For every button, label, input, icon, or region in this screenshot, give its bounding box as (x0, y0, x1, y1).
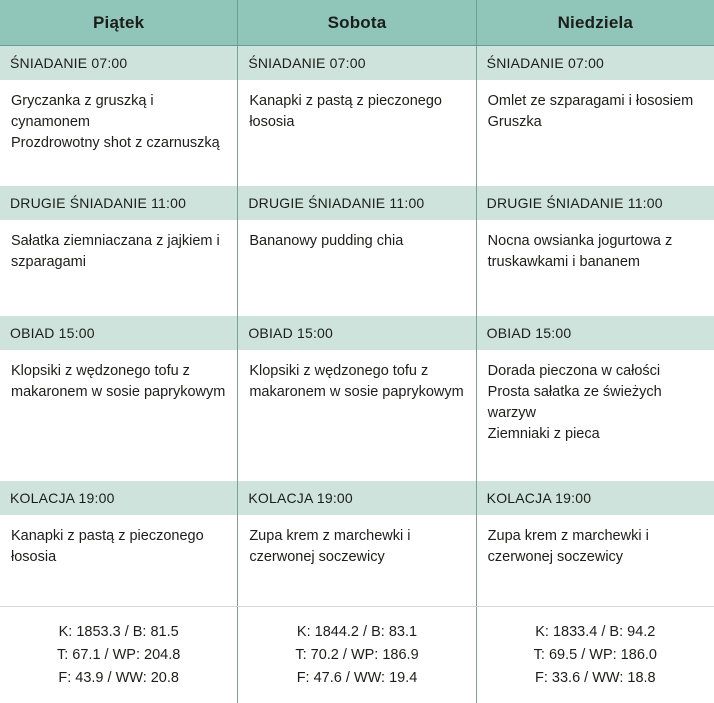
meal-items-dinner (477, 515, 714, 603)
totals-line: T: 70.2 / WP: 186.9 (295, 647, 419, 663)
meal-items-second-breakfast (238, 220, 475, 316)
meal-title-dinner: KOLACJA 19:00 (238, 481, 475, 515)
meal-item: Prosta sałatka ze świeżych warzyw (487, 384, 662, 421)
meal-title-breakfast: ŚNIADANIE 07:00 (477, 46, 714, 80)
meal-title-second-breakfast: DRUGIE ŚNIADANIE 11:00 (0, 186, 237, 220)
day-header-saturday (238, 0, 476, 45)
totals-line: K: 1853.3 / B: 81.5 (58, 624, 179, 640)
meal-item: Nocna owsianka jogurtowa z truskawkami i bananem (487, 233, 673, 270)
meal-item: Bananowy pudding chia (249, 233, 404, 249)
meal-item: Dorada pieczona w całości (487, 363, 661, 379)
meal-block-breakfast (477, 46, 714, 186)
meal-block-dinner (477, 481, 714, 603)
day-column-friday (0, 46, 238, 606)
totals-line: T: 69.5 / WP: 186.0 (533, 647, 657, 663)
day-header-friday (0, 0, 238, 45)
meal-title-second-breakfast: DRUGIE ŚNIADANIE 11:00 (477, 186, 714, 220)
meal-block-second-breakfast (477, 186, 714, 316)
meal-item: Kanapki z pastą z pieczonego łososia (249, 93, 442, 130)
meal-block-breakfast (238, 46, 475, 186)
meal-item: Zupa krem z marchewki i czerwonej soczewicy (249, 528, 411, 565)
meal-items-lunch (477, 350, 714, 481)
meal-item: Kanapki z pastą z pieczonego łososia (11, 528, 204, 565)
totals-line: F: 47.6 / WW: 19.4 (296, 670, 418, 686)
meal-item: Zupa krem z marchewki i czerwonej soczewicy (487, 528, 649, 565)
meal-items-second-breakfast (477, 220, 714, 316)
daily-totals-sunday (477, 607, 714, 703)
meal-title-lunch: OBIAD 15:00 (238, 316, 475, 350)
meal-item: Ziemniaki z pieca (487, 426, 600, 442)
totals-line: K: 1844.2 / B: 83.1 (296, 624, 418, 640)
meal-block-lunch (477, 316, 714, 481)
totals-line: K: 1833.4 / B: 94.2 (535, 624, 656, 640)
meal-title-dinner: KOLACJA 19:00 (0, 481, 237, 515)
day-name-label: Niedziela (557, 12, 634, 32)
meal-title-second-breakfast: DRUGIE ŚNIADANIE 11:00 (238, 186, 475, 220)
totals-line: F: 43.9 / WW: 20.8 (58, 670, 179, 686)
meal-title-dinner: KOLACJA 19:00 (477, 481, 714, 515)
meal-item: Gruszka (487, 114, 542, 130)
meal-items-breakfast (477, 80, 714, 186)
meal-item: Klopsiki z wędzonego tofu z makaronem w sosie paprykowym (11, 363, 226, 400)
meal-title-lunch: OBIAD 15:00 (477, 316, 714, 350)
meals-body (0, 46, 714, 606)
totals-line: T: 67.1 / WP: 204.8 (57, 647, 181, 663)
meal-block-second-breakfast (238, 186, 475, 316)
meal-items-lunch (0, 350, 237, 481)
day-header-sunday (477, 0, 714, 45)
meal-title-breakfast: ŚNIADANIE 07:00 (0, 46, 237, 80)
daily-totals-row (0, 606, 714, 703)
meal-item: Sałatka ziemniaczana z jajkiem i szparagami (11, 233, 220, 270)
meal-item: Gryczanka z gruszką i cynamonem (11, 93, 154, 130)
meal-items-breakfast (0, 80, 237, 186)
meal-block-lunch (238, 316, 475, 481)
meal-block-dinner (0, 481, 237, 603)
meal-block-second-breakfast (0, 186, 237, 316)
day-header-row (0, 0, 714, 46)
meal-title-breakfast: ŚNIADANIE 07:00 (238, 46, 475, 80)
meal-items-breakfast (238, 80, 475, 186)
meal-items-dinner (0, 515, 237, 603)
day-name-label: Piątek (93, 12, 145, 32)
meal-title-lunch: OBIAD 15:00 (0, 316, 237, 350)
meal-item: Omlet ze szparagami i łososiem (487, 93, 694, 109)
daily-totals-friday (0, 607, 238, 703)
meal-items-dinner (238, 515, 475, 603)
daily-totals-saturday (238, 607, 476, 703)
meal-items-lunch (238, 350, 475, 481)
meal-block-breakfast (0, 46, 237, 186)
day-name-label: Sobota (327, 12, 387, 32)
day-column-saturday (238, 46, 476, 606)
meal-block-dinner (238, 481, 475, 603)
day-column-sunday (477, 46, 714, 606)
meal-item: Prozdrowotny shot z czarnuszką (11, 135, 220, 151)
meal-block-lunch (0, 316, 237, 481)
totals-line: F: 33.6 / WW: 18.8 (535, 670, 656, 686)
meal-item: Klopsiki z wędzonego tofu z makaronem w sosie paprykowym (249, 363, 464, 400)
meal-items-second-breakfast (0, 220, 237, 316)
